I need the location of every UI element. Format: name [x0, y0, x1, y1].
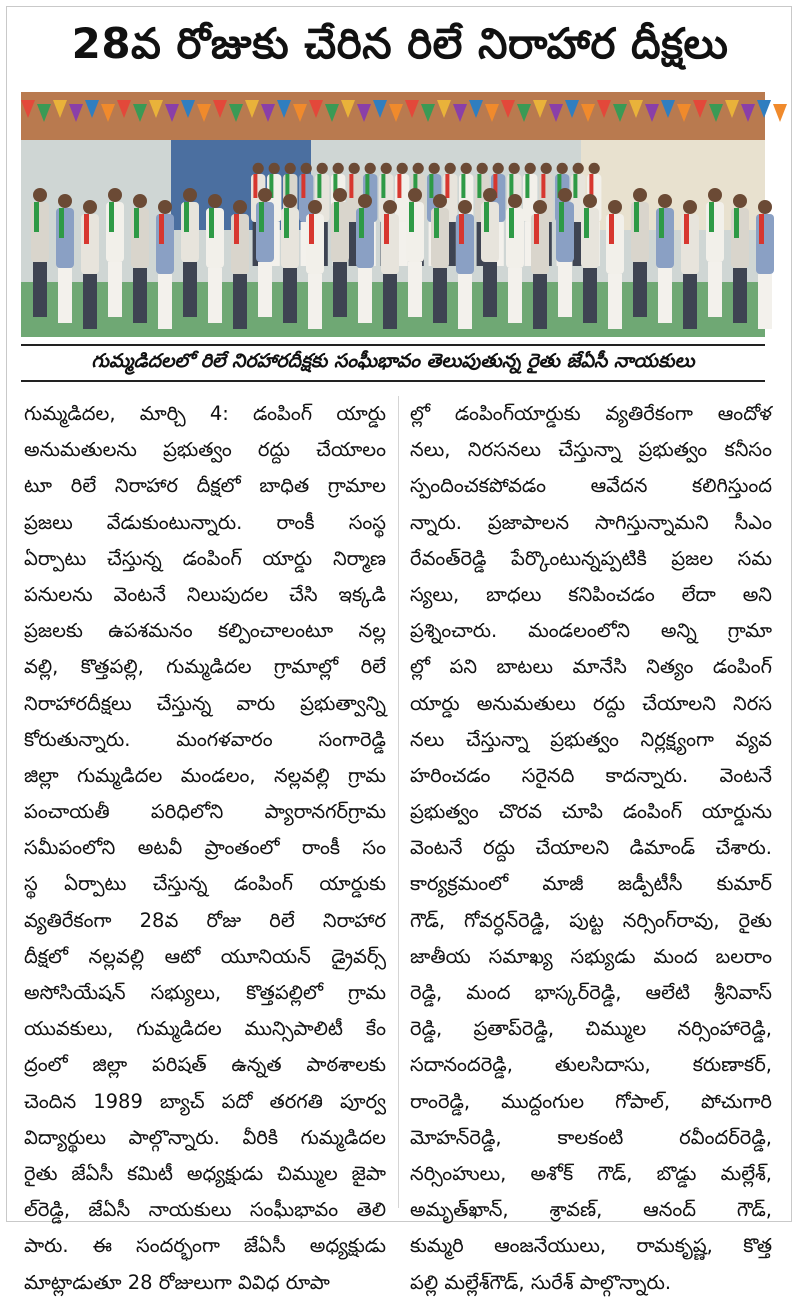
- article-column-right: [410, 396, 772, 1294]
- person: [306, 200, 324, 329]
- article-line: ద్రంలో జిల్లా పరిషత్ ఉన్నత పాఠశాలకు: [24, 1053, 386, 1077]
- person: [131, 194, 149, 323]
- article-line: గుమ్మడిదల, మార్చి 4: డంపింగ్ యార్డు: [24, 402, 386, 425]
- article-line: స్పందించకపోవడం ఆవేదన కలిగిస్తుంద: [410, 474, 772, 498]
- article-line: అమృత్‌ఖాన్, శ్రావణ్, ఆనంద్ గౌడ్,: [410, 1198, 772, 1222]
- article-line: ల్‌రెడ్డి, జేఏసీ నాయకులు సంఘీభావం తెలి: [24, 1198, 386, 1222]
- person: [456, 200, 474, 329]
- photo-caption: గుమ్మడిదలలో రిలే నిరహారదీక్షకు సంఘీభావం తెలుపుతున్న రైతు జేఏసీ నాయకులు: [91, 349, 695, 372]
- article-line: ప్రశ్నించారు. మండలంలోని అన్ని గ్రామా: [410, 619, 772, 643]
- person: [206, 194, 224, 323]
- article-line: హరించడం సరైనది కాదన్నారు. వెంటనే: [410, 763, 772, 787]
- person: [706, 188, 724, 317]
- protest-photo-illustration: [21, 92, 765, 337]
- person: [756, 200, 774, 329]
- article-line: న్నారు. ప్రజాపాలన సాగిస్తున్నామని సీఎం: [410, 510, 772, 534]
- person: [581, 194, 599, 323]
- person: [156, 200, 174, 329]
- person: [381, 200, 399, 329]
- article-line: సమీపంలోని అటవీ ప్రాంతంలో రాంకీ సం: [24, 836, 386, 860]
- person: [31, 188, 49, 317]
- article-line: సదానందరెడ్డి, తులసిదాసు, కరుణాకర్,: [410, 1053, 772, 1077]
- article-line: రేవంత్‌రెడ్డి పేర్కొంటున్నప్పటికి ప్రజల సమ: [410, 546, 772, 570]
- headline: 28వ రోజుకు చేరిన రిలే నిరాహార దీక్షలు: [71, 19, 729, 68]
- person: [431, 194, 449, 323]
- person: [681, 200, 699, 329]
- article-column-left: [24, 396, 386, 1294]
- article-line: వెంటనే రద్దు చేయాలని డిమాండ్ చేశారు.: [410, 836, 772, 860]
- article-line: యార్డు అనుమతులు రద్దు చేయాలని నిరస: [410, 691, 772, 715]
- person: [406, 188, 424, 317]
- person: [106, 188, 124, 317]
- article-line: ల్లో డంపింగ్‌యార్డుకు వ్యతిరేకంగా ఆందోళ: [410, 402, 772, 425]
- person: [331, 188, 349, 317]
- article-line: చెందిన 1989 బ్యాచ్ పదో తరగతి పూర్వ: [24, 1089, 386, 1113]
- article-line: గౌడ్, గోవర్ధన్‌రెడ్డి, పుట్ట నర్సింగ్‌రావు, రైతు: [410, 908, 772, 932]
- article-line: పారు. ఈ సందర్భంగా జేఏసీ అధ్యక్షుడు: [24, 1234, 386, 1258]
- person: [506, 194, 524, 323]
- article-line: నలు, నిరసనలు చేస్తున్నా ప్రభుత్వం కనీసం: [410, 438, 772, 462]
- person: [606, 200, 624, 329]
- article-line: పంచాయతీ పరిధిలోని ప్యారానగర్‌గ్రామ: [24, 800, 386, 824]
- article-line: అసోసియేషన్ సభ్యులు, కొత్తపల్లిలో గ్రామ: [24, 981, 386, 1004]
- article-line: వల్లి, కొత్తపల్లి, గుమ్మడిదల గ్రామాల్లో రిలే: [24, 655, 386, 679]
- article-line: దీక్షలో నల్లవల్లి ఆటో యూనియన్ డ్రైవర్స్: [24, 944, 386, 968]
- article-line: పనులను వెంటనే నిలుపుదల చేసి ఇక్కడి: [24, 582, 386, 606]
- article-line: ప్రజలు వేడుకుంటున్నారు. రాంకీ సంస్థ: [24, 510, 386, 534]
- article-line: కార్యక్రమంలో మాజీ జడ్పీటీసీ కుమార్: [410, 872, 772, 896]
- article-line: కుమ్మరి ఆంజనేయులు, రామకృష్ణ, కొత్త: [410, 1234, 772, 1258]
- person: [481, 188, 499, 317]
- person: [731, 194, 749, 323]
- article-line: విద్యార్థులు పాల్గొన్నారు. వీరికి గుమ్మడిదల: [24, 1125, 386, 1149]
- person: [231, 200, 249, 329]
- person: [281, 194, 299, 323]
- article-line: నిరాహారదీక్షలు చేస్తున్న వారు ప్రభుత్వాన్ని: [24, 691, 386, 715]
- article-line: రైతు జేఏసీ కమిటీ అధ్యక్షుడు చిమ్ముల జైపా: [24, 1161, 386, 1185]
- person: [556, 188, 574, 317]
- article-line: పల్లి మల్లేశ్‌గౌడ్, సురేశ్ పాల్గొన్నారు.: [410, 1270, 672, 1294]
- article-line: కోరుతున్నారు. మంగళవారం సంగారెడ్డి: [24, 727, 386, 751]
- person: [256, 188, 274, 317]
- person: [181, 188, 199, 317]
- article-line: స్యలు, బాధలు కనిపించడం లేదా అని: [410, 582, 772, 606]
- person: [531, 200, 549, 329]
- article-line: ల్లో పని బాటలు మానేసి నిత్యం డంపింగ్: [410, 655, 772, 679]
- article-line: మోహన్‌రెడ్డి, కాలకంటి రవీందర్‌రెడ్డి,: [410, 1125, 772, 1149]
- article-line: రెడ్డి, ప్రతాప్‌రెడ్డి, చిమ్ముల నర్సింహారెడ్డి,: [410, 1017, 772, 1041]
- article-line: ప్రజలకు ఉపశమనం కల్పించాలంటూ నల్ల: [24, 619, 386, 643]
- article-line: ప్రభుత్వం చొరవ చూపి డంపింగ్ యార్డును: [410, 800, 772, 824]
- article-line: నర్సింహులు, అశోక్ గౌడ్, బొడ్డు మల్లేశ్,: [410, 1161, 772, 1185]
- article-line: వ్యతిరేకంగా 28వ రోజు రిలే నిరాహార: [24, 908, 386, 932]
- article-line: ఏర్పాటు చేస్తున్న డంపింగ్ యార్డు నిర్మాణ: [24, 546, 386, 570]
- person: [356, 194, 374, 323]
- news-photo: [21, 92, 765, 337]
- article-line: నలు చేస్తున్నా ప్రభుత్వం నిర్లక్ష్యంగా వ్యవ: [410, 727, 772, 751]
- article-line: మాట్లాడుతూ 28 రోజులుగా వివిధ రూపా: [24, 1270, 330, 1294]
- person: [81, 200, 99, 329]
- article-line: జిల్లా గుమ్మడిదల మండలం, నల్లవల్లి గ్రామ: [24, 763, 386, 787]
- article-line: అనుమతులను ప్రభుత్వం రద్దు చేయాలం: [24, 438, 386, 462]
- person: [56, 194, 74, 323]
- article-line: యువకులు, గుమ్మడిదల మున్సిపాలిటీ కేం: [24, 1017, 386, 1041]
- article-line: రాంరెడ్డి, ముద్దంగుల గోపాల్, పోచుగారి: [410, 1089, 772, 1113]
- article-line: జాతీయ సమాఖ్య సభ్యుడు మంద బలరాం: [410, 944, 772, 968]
- article-line: టూ రిలే నిరాహార దీక్షలో బాధిత గ్రామాల: [24, 474, 386, 498]
- person: [631, 188, 649, 317]
- article-line: రెడ్డి, మంద భాస్కర్‌రెడ్డి, ఆలేటి శ్రీనివాస్: [410, 981, 772, 1004]
- article-line: స్థ ఏర్పాటు చేస్తున్న డంపింగ్ యార్డుకు: [24, 872, 386, 896]
- person: [656, 194, 674, 323]
- column-divider: [398, 396, 399, 1208]
- photo-caption-bar: [21, 344, 765, 382]
